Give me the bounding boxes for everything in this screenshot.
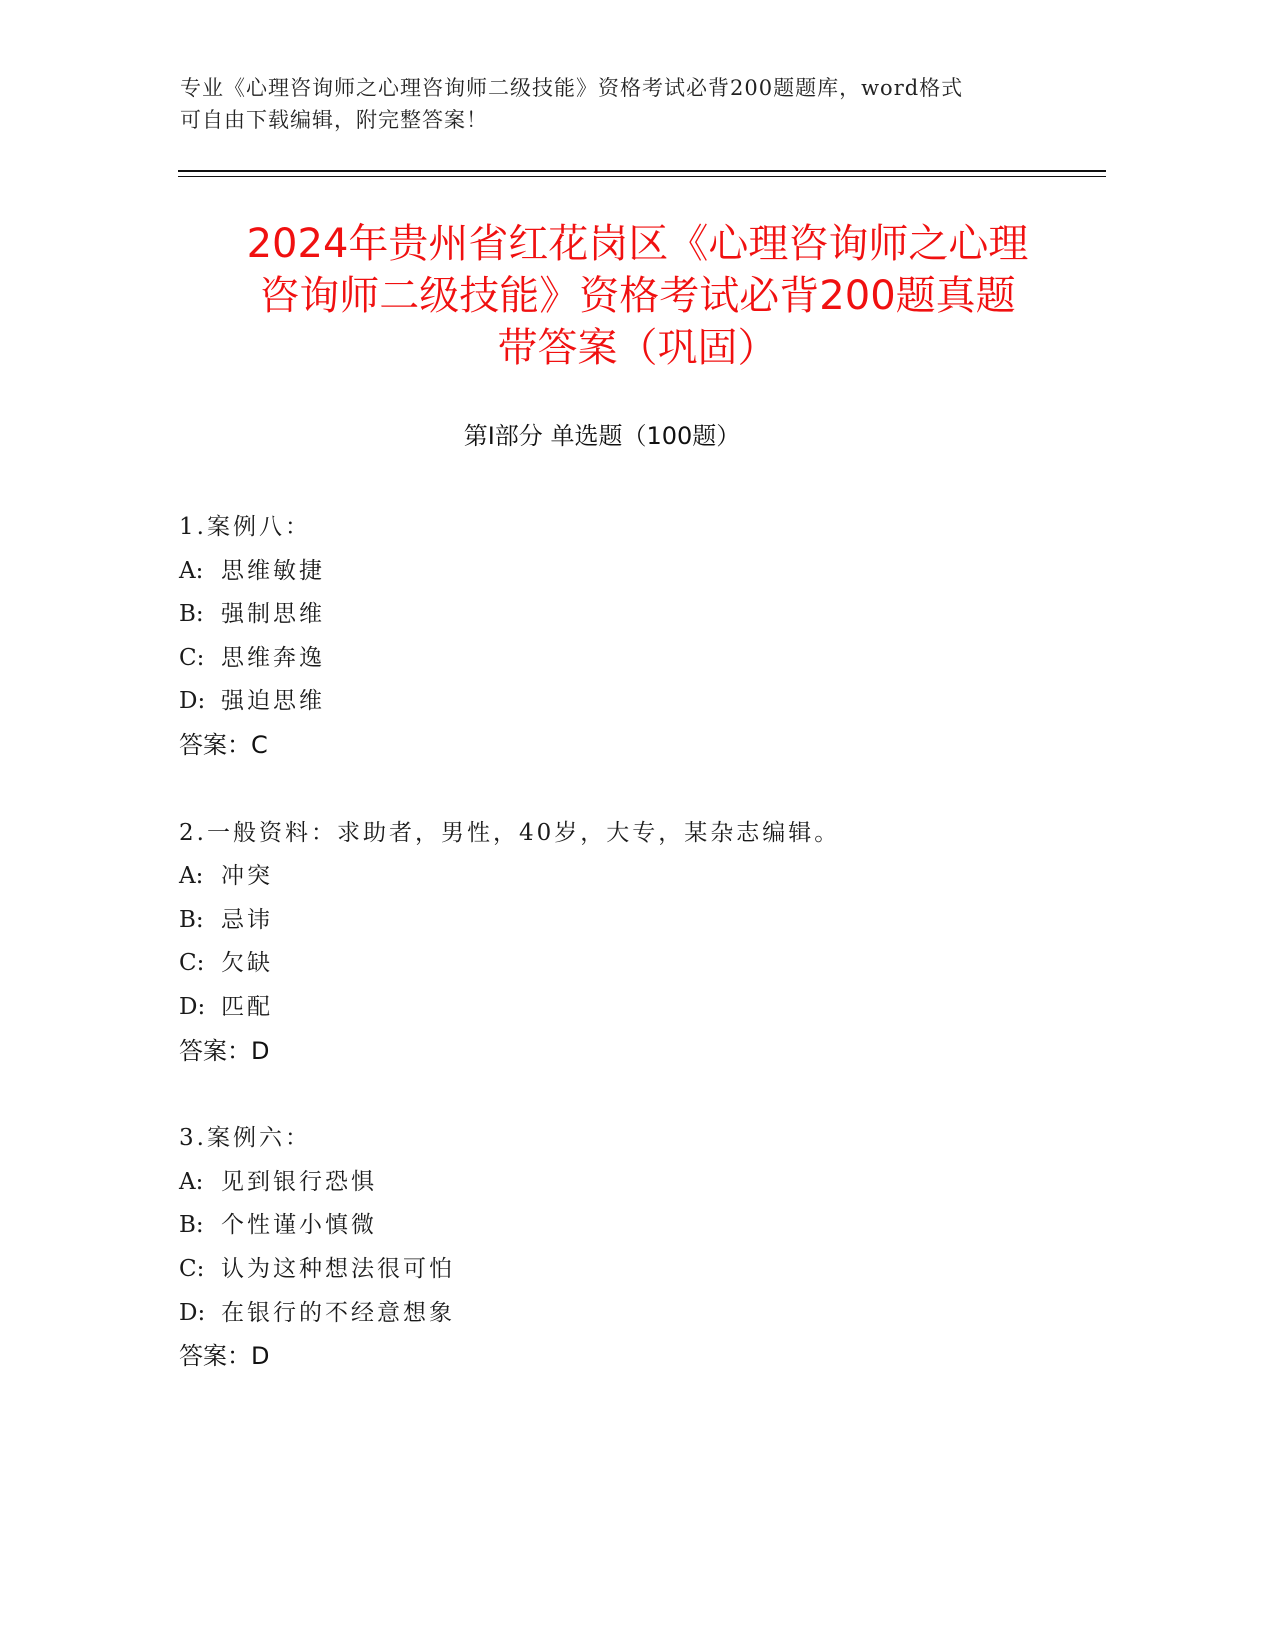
header-note	[180, 72, 1080, 136]
option-key: D:	[179, 993, 206, 1020]
option-b	[179, 593, 1159, 637]
title-line-1: 2024年贵州省红花岗区《心理咨询师之心理	[246, 221, 1029, 267]
question-item	[179, 812, 1159, 1074]
option-text: 个性谨小慎微	[221, 1212, 377, 1239]
title-line-2: 咨询师二级技能》资格考试必背200题真题	[259, 273, 1016, 319]
option-text: 强制思维	[221, 601, 325, 628]
header-divider-thin	[178, 176, 1106, 177]
option-d	[179, 680, 1159, 724]
option-c	[179, 637, 1159, 681]
header-note-line-2: 可自由下载编辑，附完整答案！	[180, 108, 488, 132]
option-text: 冲突	[221, 863, 273, 890]
title-line-3: 带答案（巩固）	[497, 325, 778, 371]
question-stem: 2.一般资料：求助者，男性，40岁，大专，某杂志编辑。	[179, 819, 841, 846]
question-stem: 1.案例八：	[179, 514, 311, 540]
answer-line: 答案：D	[179, 1036, 270, 1065]
option-key: B:	[179, 601, 204, 628]
question-item	[179, 506, 1159, 768]
option-key: A:	[179, 1168, 204, 1195]
option-text: 在银行的不经意想象	[221, 1299, 455, 1326]
option-d	[179, 986, 1159, 1030]
option-a	[179, 855, 1159, 899]
answer-line: 答案：C	[179, 730, 268, 759]
option-key: D:	[179, 688, 206, 715]
option-text: 欠缺	[221, 950, 273, 977]
option-key: B:	[179, 1212, 204, 1239]
option-key: A:	[179, 557, 204, 584]
option-b	[179, 1204, 1159, 1248]
option-text: 思维敏捷	[221, 557, 325, 584]
option-text: 思维奔逸	[221, 644, 325, 671]
option-a	[179, 550, 1159, 594]
option-key: C:	[179, 644, 205, 671]
option-text: 忌讳	[221, 906, 273, 933]
option-key: D:	[179, 1299, 206, 1326]
option-text: 匹配	[221, 993, 273, 1020]
option-text: 强迫思维	[221, 688, 325, 715]
option-key: C:	[179, 1255, 205, 1282]
header-divider-thick	[178, 170, 1106, 172]
section-heading: 第Ⅰ部分 单选题（100题）	[463, 422, 741, 450]
answer-line: 答案：D	[179, 1342, 270, 1371]
document-title	[120, 218, 1155, 374]
option-c	[179, 942, 1159, 986]
option-key: C:	[179, 950, 205, 977]
question-stem: 3.案例六：	[179, 1125, 311, 1152]
option-text: 认为这种想法很可怕	[221, 1255, 455, 1282]
option-key: B:	[179, 906, 204, 933]
option-text: 见到银行恐惧	[221, 1168, 377, 1195]
option-a	[179, 1161, 1159, 1205]
header-note-line-1: 专业《心理咨询师之心理咨询师二级技能》资格考试必背200题题库，word格式	[180, 76, 964, 100]
question-list	[179, 506, 1159, 1423]
option-c	[179, 1248, 1159, 1292]
option-key: A:	[179, 863, 204, 890]
option-b	[179, 899, 1159, 943]
question-item	[179, 1117, 1159, 1379]
option-d	[179, 1292, 1159, 1336]
